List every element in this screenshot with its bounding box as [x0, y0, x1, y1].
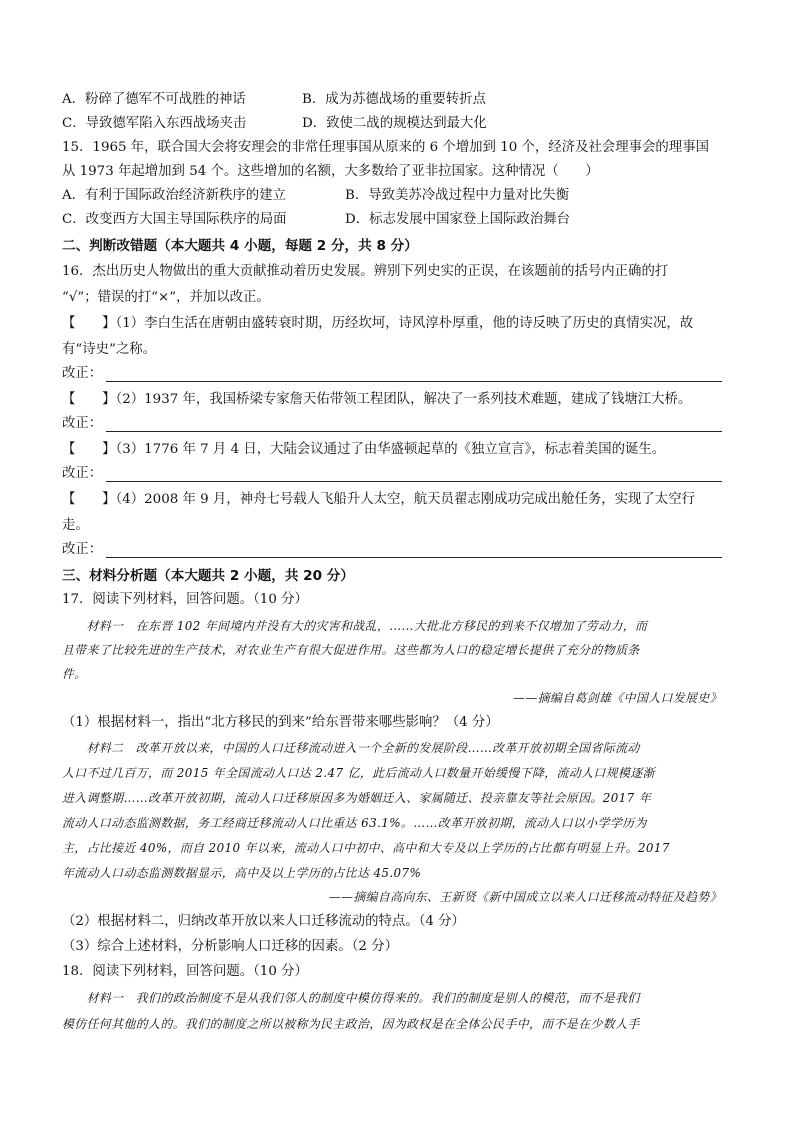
q17-source2: ——摘编自高向东、王新贤《新中国成立以来人口迁移流动特征及趋势》	[328, 890, 722, 904]
correction-blank-line[interactable]	[106, 557, 722, 558]
q16-stem-line1: 16．杰出历史人物做出的重大贡献推动着历史发展。辨别下列史实的正误，在该题前的括号内正确的打	[62, 264, 669, 279]
q18-material1-line1: 材料一 我们的政治制度不是从我们邻人的制度中模仿得来的。我们的制度是别人的模范，而不是我们	[62, 991, 640, 1005]
q15-option-a: A．有利于国际政治经济新秩序的建立	[62, 188, 286, 203]
q16-item1-correction-row[interactable]	[62, 364, 722, 384]
correction-label: 改正：	[62, 466, 103, 481]
q17-material2-line1: 材料二 改革开放以来，中国的人口迁移流动进入一个全新的发展阶段……改革开放初期全国省际流动	[62, 741, 640, 755]
q14-option-d: D．致使二战的规模达到最大化	[302, 116, 487, 131]
q17-title: 17．阅读下列材料，回答问题。（10 分）	[62, 592, 308, 607]
q14-option-b: B．成为苏德战场的重要转折点	[302, 92, 486, 107]
q16-item4-correction-row[interactable]	[62, 540, 722, 560]
correction-label: 改正：	[62, 366, 103, 381]
q14-option-c: C．导致德军陷入东西战场夹击	[62, 116, 247, 131]
q17-material2-line2: 人口不过几百万，而 2015 年全国流动人口达 2.47 亿，此后流动人口数量开始缓慢下降，流动人口规模逐渐	[62, 766, 655, 780]
q17-question2: （2）根据材料二，归纳改革开放以来人口迁移流动的特点。（4 分）	[62, 914, 465, 929]
q16-item3-line1: 【 】（3）1776 年 7 月 4 日，大陆会议通过了由华盛顿起草的《独立宣言》，标志着美国的诞生。	[62, 442, 666, 457]
q16-item1-line2: 有“诗史”之称。	[62, 342, 157, 357]
q16-stem-line2: “√”；错误的打“×”，并加以改正。	[62, 290, 270, 305]
correction-blank-line[interactable]	[106, 481, 722, 482]
q17-material1-line2: 且带来了比较先进的生产技术，对农业生产有很大促进作用。这些都为人口的稳定增长提供了充分的物质条	[62, 643, 640, 657]
q15-option-b: B．导致美苏冷战过程中力量对比失衡	[345, 188, 570, 203]
q17-question1: （1）根据材料一，指出“北方移民的到来”给东晋带来哪些影响？（4 分）	[62, 715, 499, 730]
correction-label: 改正：	[62, 416, 103, 431]
q16-item3-correction-row[interactable]	[62, 464, 722, 484]
q15-stem-line2: 从 1973 年起增加到 54 个。这些增加的名额，大多数给了亚非拉国家。这种情况（ ）	[62, 164, 599, 179]
q15-stem-line1: 15．1965 年，联合国大会将安理会的非常任理事国从原来的 6 个增加到 10 个，经济及社会理事会的理事国	[62, 140, 709, 155]
q17-material2-line3: 进入调整期……改革开放初期，流动人口迁移原因多为婚姻迁入、家属随迁、投亲靠友等社会原因。2017 年	[62, 791, 652, 805]
section3-heading: 三、材料分析题（本大题共 2 小题，共 20 分）	[62, 568, 354, 584]
q16-item4-line2: 走。	[62, 518, 89, 533]
correction-blank-line[interactable]	[106, 381, 722, 382]
q17-material1-line3: 件。	[62, 667, 87, 681]
q17-source1: ——摘编自葛剑雄《中国人口发展史》	[513, 691, 722, 705]
q18-material1-line2: 模仿任何其他的人的。我们的制度之所以被称为民主政治，因为政权是在全体公民手中，而不是在少数人手	[62, 1017, 640, 1031]
q17-question3: （3）综合上述材料，分析影响人口迁移的因素。（2 分）	[62, 939, 398, 954]
q17-material2-line5: 主，占比接近 40%，而自 2010 年以来，流动人口中初中、高中和大专及以上学历的占比都有明显上升。2017	[62, 841, 670, 855]
q16-item2-correction-row[interactable]	[62, 414, 722, 434]
q16-item1-line1: 【 】（1）李白生活在唐朝由盛转衰时期，历经坎坷，诗风淳朴厚重，他的诗反映了历史的真情实况，故	[62, 316, 694, 331]
q14-option-a: A．粉碎了德军不可战胜的神话	[62, 92, 246, 107]
q15-option-d: D．标志发展中国家登上国际政治舞台	[345, 212, 570, 227]
section2-heading: 二、判断改错题（本大题共 4 小题，每题 2 分，共 8 分）	[62, 238, 418, 254]
q17-material2-line4: 流动人口动态监测数据，务工经商迁移流动人口比重达 63.1%。……改革开放初期，流动人口以小学学历为	[62, 816, 647, 830]
q15-option-c: C．改变西方大国主导国际秩序的局面	[62, 212, 287, 227]
q17-material2-line6: 年流动人口动态监测数据显示，高中及以上学历的占比达 45.07%	[62, 866, 422, 880]
correction-label: 改正：	[62, 542, 103, 557]
q17-material1-line1: 材料一 在东晋 102 年间境内并没有大的灾害和战乱，……大批北方移民的到来不仅增加了劳动力，而	[62, 619, 648, 633]
q16-item4-line1: 【 】（4）2008 年 9 月，神舟七号载人飞船升人太空，航天员翟志刚成功完成出舱任务，实现了太空行	[62, 492, 695, 507]
q16-item2-line1: 【 】（2）1937 年，我国桥梁专家詹天佑带领工程团队，解决了一系列技术难题，建成了钱塘江大桥。	[62, 392, 692, 407]
correction-blank-line[interactable]	[106, 431, 722, 432]
q18-title: 18．阅读下列材料，回答问题。（10 分）	[62, 964, 308, 979]
